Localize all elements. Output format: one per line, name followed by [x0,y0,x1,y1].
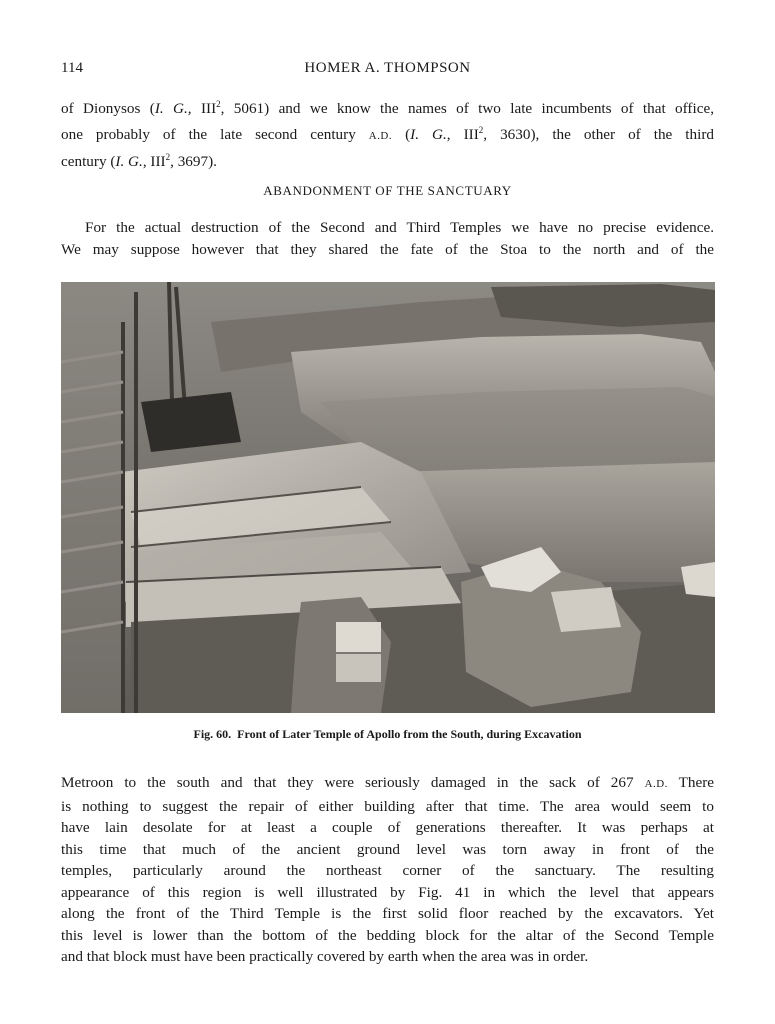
text-line: along the front of the Third Temple is the first solid floor reached by the excavators. Yet [61,905,714,922]
text-line: one probably of the late second century A.D. (I. G., III$^2$, 3630), the other of the third [61,124,714,143]
paragraph-dionysos [61,94,714,173]
figure-caption [0,727,775,742]
text-line: is nothing to suggest the repair of either building after that time. The area would seem to [61,797,714,815]
paragraph-abandonment [61,772,714,968]
text-line: have lain desolate for at least a couple of generations thereafter. It was perhaps at [61,819,714,836]
text-line: this level is lower than the bottom of the bedding block for the altar of the Second Temple [61,926,714,944]
text-line: and that block must have been practically covered by earth when the area was in order. [61,948,589,965]
text-line: this time that much of the ancient ground level was torn away in front of the [61,840,714,858]
page-number: 114 [61,60,83,76]
section-heading: ABANDONMENT OF THE SANCTUARY [263,183,512,198]
text-line: temples, particularly around the northeast corner of the sanctuary. The resulting [61,862,714,879]
excavation-photograph [61,282,715,713]
paragraph-destruction [61,217,714,260]
text-line: Metroon to the south and that they were seriously damaged in the sack of 267 A.D. There [61,774,714,791]
text-line: For the actual destruction of the Second and Third Temples we have no precise evidence. [85,219,714,236]
text-line: century (I. G., III$^2$, 3697). [61,152,217,171]
figure-label: Fig. 60. [193,727,232,741]
text-line: appearance of this region is well illustrated by Fig. 41 in which the level that appears [61,883,714,901]
figure-caption-text: Front of Later Temple of Apollo from the South, during Excavation [237,727,582,741]
text-line: We may suppose however that they shared the fate of the Stoa to the north and of the [61,240,714,258]
running-head: HOMER A. THOMPSON [304,60,471,76]
text-line: of Dionysos (I. G., III$^2$, 5061) and we know the names of two late incumbents of that office, [61,99,714,118]
